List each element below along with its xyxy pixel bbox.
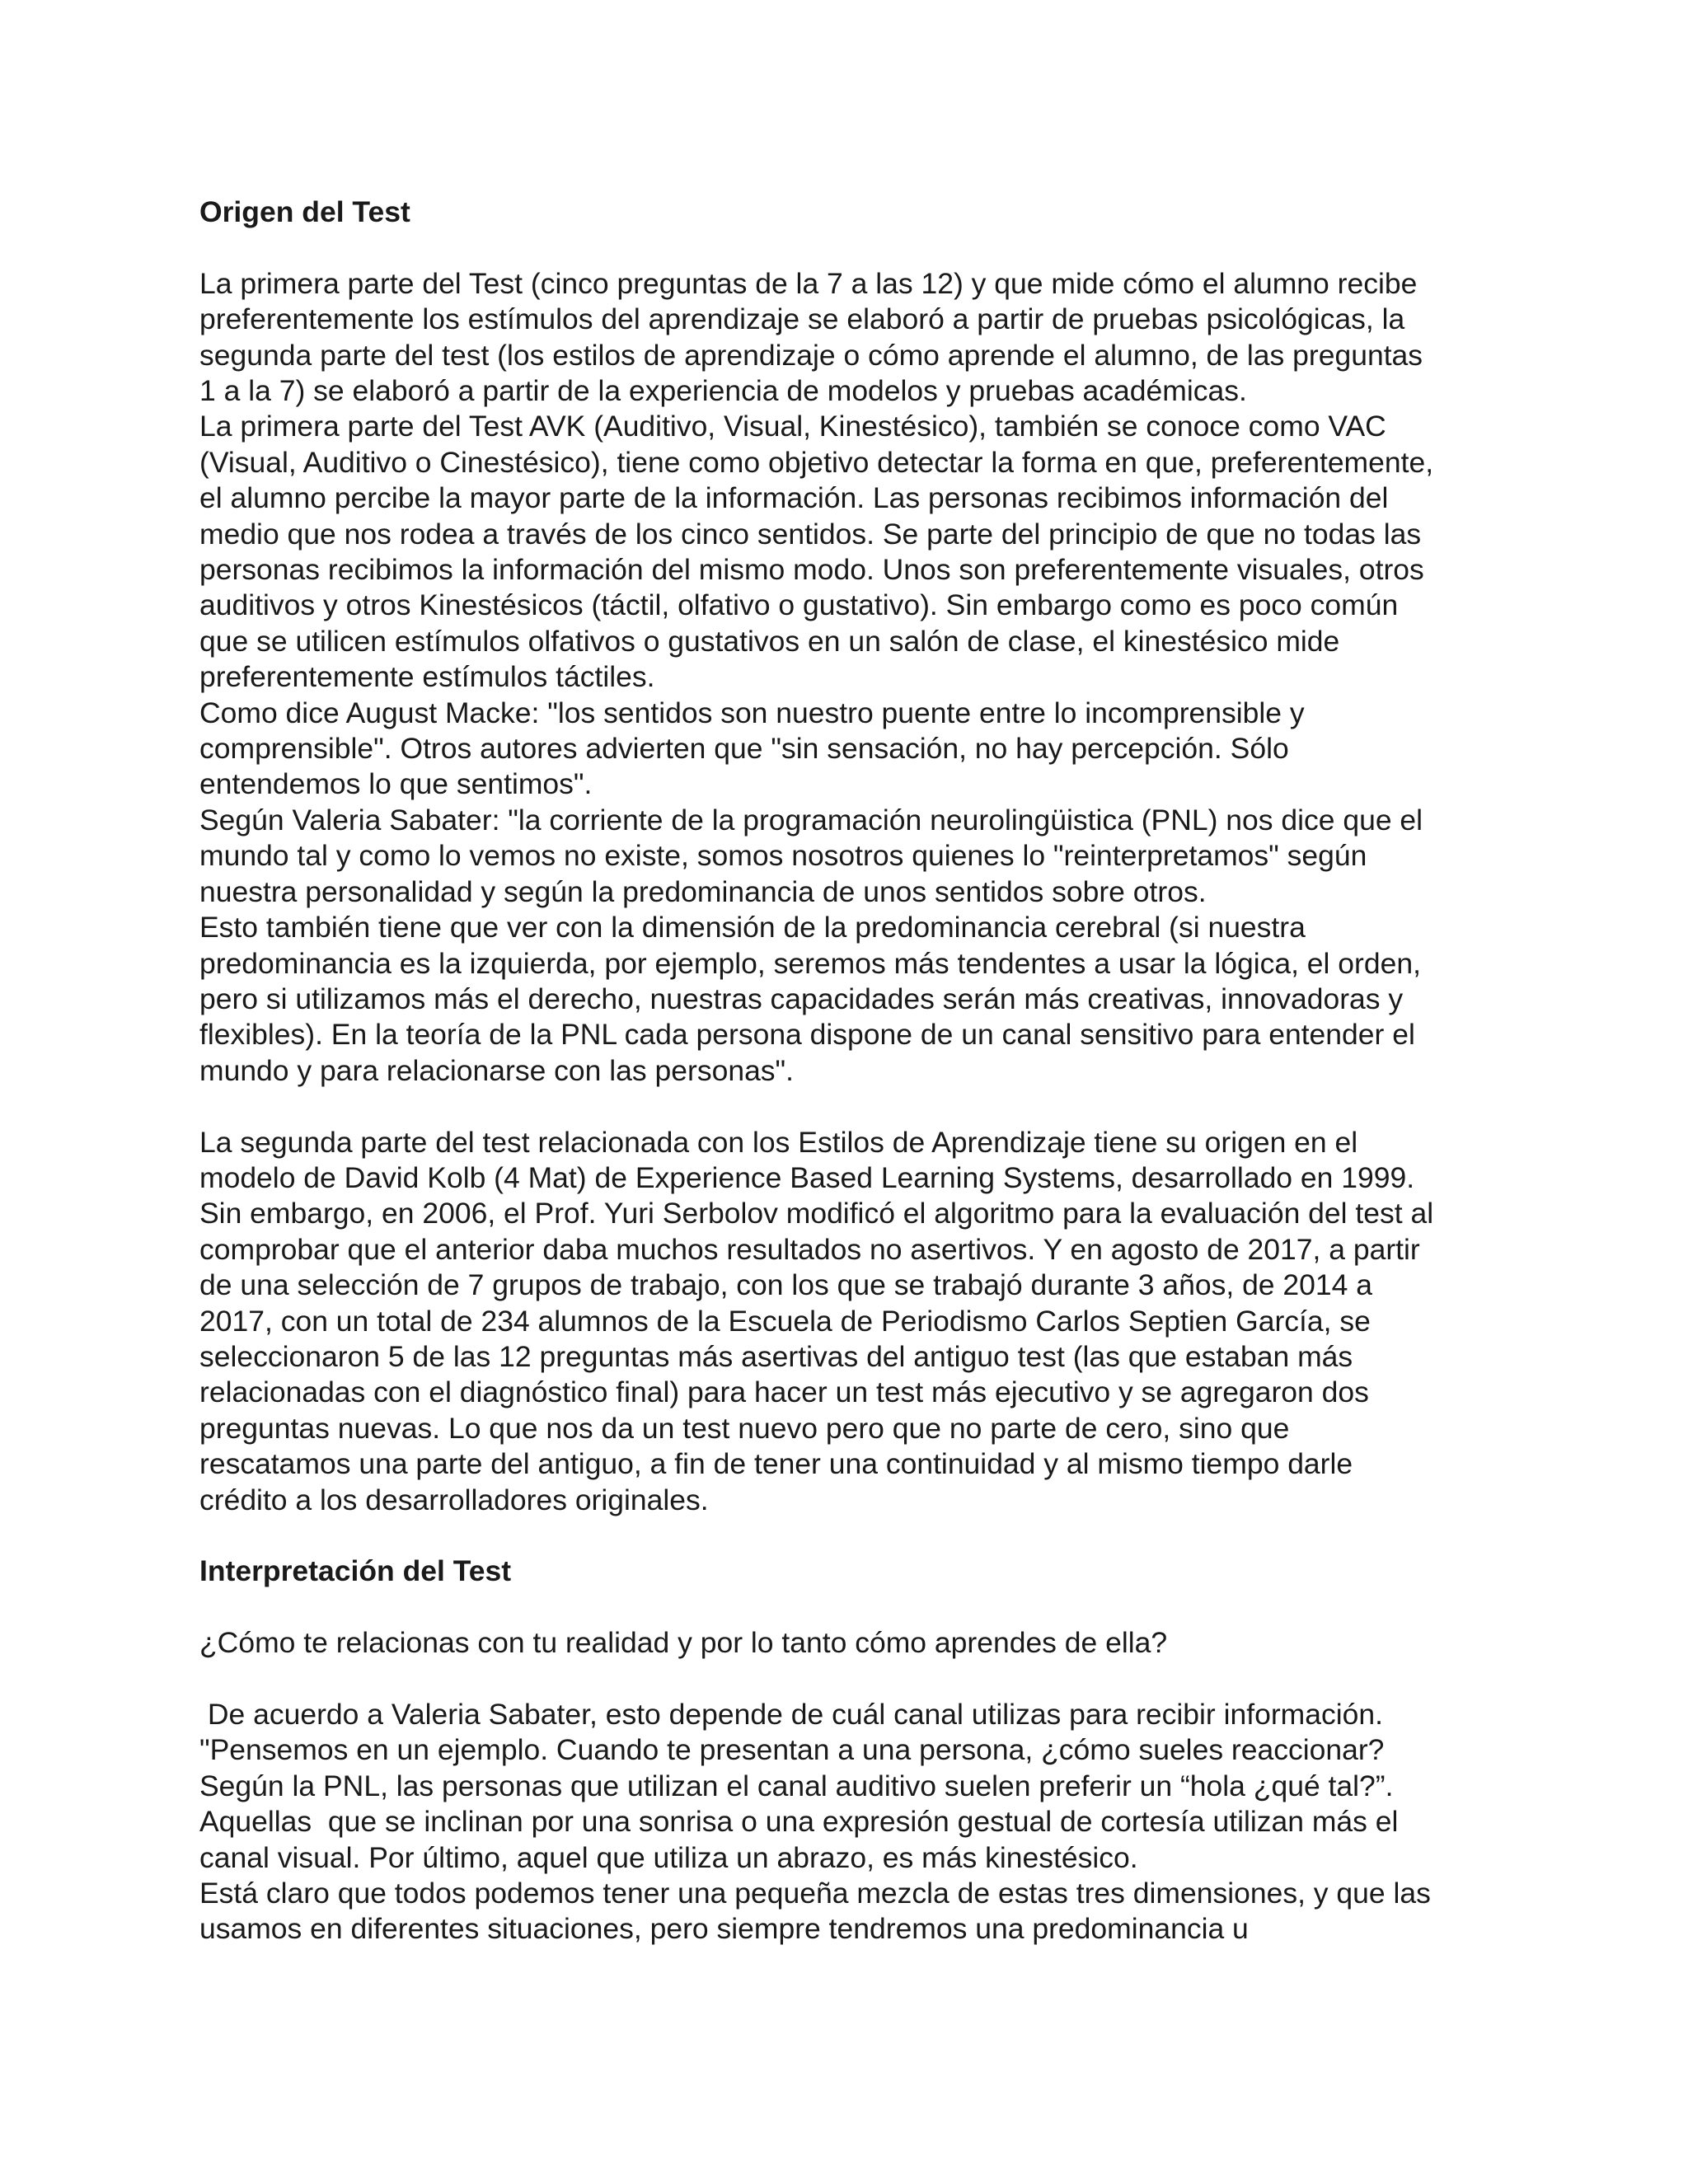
text-line: de una selección de 7 grupos de trabajo, con los que se trabajó durante 3 años, de 2014 a (199, 1268, 1372, 1302)
text-line: La segunda parte del test relacionada con los Estilos de Aprendizaje tiene su origen en el (199, 1125, 1358, 1159)
text-line: predominancia es la izquierda, por ejemplo, seremos más tendentes a usar la lógica, el orden, (199, 946, 1421, 980)
text-line: Según la PNL, las personas que utilizan el canal auditivo suelen preferir un “hola ¿qué tal?”. (199, 1769, 1394, 1802)
spacer (199, 1661, 1502, 1697)
text-line: canal visual. Por último, aquel que utiliza un abrazo, es más kinestésico. (199, 1840, 1138, 1874)
text-line: Esto también tiene que ver con la dimensión de la predominancia cerebral (si nuestra (199, 911, 1306, 944)
text-line: crédito a los desarrolladores originales. (199, 1483, 709, 1516)
text-line: 2017, con un total de 234 alumnos de la Escuela de Periodismo Carlos Septien García, se (199, 1304, 1371, 1338)
spacer (199, 230, 1502, 265)
spacer (199, 1089, 1502, 1124)
text-line: medio que nos rodea a través de los cinco sentidos. Se parte del principio de que no todas las (199, 517, 1422, 551)
text-line: personas recibimos la información del mismo modo. Unos son preferentemente visuales, otros (199, 553, 1424, 587)
paragraph-origen-part1 (199, 266, 1502, 1089)
text-line: entendemos lo que sentimos". (199, 767, 593, 801)
text-line: preferentemente los estímulos del aprendizaje se elaboró a partir de pruebas psicológicas, la (199, 302, 1405, 336)
text-line: rescatamos una parte del antiguo, a fin de tener una continuidad y al mismo tiempo darle (199, 1447, 1353, 1481)
text-line: Aquellas que se inclinan por una sonrisa o una expresión gestual de cortesía utilizan más el (199, 1805, 1399, 1839)
text-line: Como dice August Macke: "los sentidos son nuestro puente entre lo incomprensible y (199, 696, 1305, 729)
text-line: La primera parte del Test AVK (Auditivo, Visual, Kinestésico), también se conoce como VAC (199, 410, 1386, 443)
text-line: segunda parte del test (los estilos de aprendizaje o cómo aprende el alumno, de las preguntas (199, 338, 1423, 372)
text-line: auditivos y otros Kinestésicos (táctil, olfativo o gustativo). Sin embargo como es poco común (199, 588, 1399, 622)
text-line: Sin embargo, en 2006, el Prof. Yuri Serbolov modificó el algoritmo para la evaluación del test al (199, 1197, 1434, 1230)
spacer (199, 1590, 1502, 1625)
text-line: pero si utilizamos más el derecho, nuestras capacidades serán más creativas, innovadoras y (199, 982, 1404, 1015)
text-line: De acuerdo a Valeria Sabater, esto depende de cuál canal utilizas para recibir información. (199, 1697, 1383, 1731)
text-line: Está claro que todos podemos tener una pequeña mezcla de estas tres dimensiones, y que las (199, 1877, 1431, 1910)
text-line: nuestra personalidad y según la predominancia de unos sentidos sobre otros. (199, 874, 1207, 908)
text-line: mundo tal y como lo vemos no existe, somos nosotros quienes lo "reinterpretamos" según (199, 839, 1367, 873)
text-line: que se utilicen estímulos olfativos o gustativos en un salón de clase, el kinestésico mide (199, 624, 1340, 658)
text-line: el alumno percibe la mayor parte de la información. Las personas recibimos información del (199, 481, 1389, 515)
text-line: La primera parte del Test (cinco preguntas de la 7 a las 12) y que mide cómo el alumno recibe (199, 266, 1418, 300)
text-line: "Pensemos en un ejemplo. Cuando te presentan a una persona, ¿cómo sueles reaccionar? (199, 1733, 1385, 1767)
text-line: (Visual, Auditivo o Cinestésico), tiene como objetivo detectar la forma en que, preferentemente, (199, 445, 1434, 479)
text-line: seleccionaron 5 de las 12 preguntas más asertivas del antiguo test (las que estaban más (199, 1339, 1353, 1373)
text-line: preferentemente estímulos táctiles. (199, 660, 655, 694)
section-heading-origen: Origen del Test (199, 195, 410, 228)
text-line: flexibles). En la teoría de la PNL cada persona dispone de un canal sensitivo para entender el (199, 1018, 1415, 1052)
text-line: comprobar que el anterior daba muchos resultados no asertivos. Y en agosto de 2017, a partir (199, 1232, 1420, 1266)
text-line: preguntas nuevas. Lo que nos da un test nuevo pero que no parte de cero, sino que (199, 1411, 1290, 1445)
text-line: mundo y para relacionarse con las personas". (199, 1053, 795, 1087)
text-line: 1 a la 7) se elaboró a partir de la experiencia de modelos y pruebas académicas. (199, 374, 1247, 408)
paragraph-origen-part2 (199, 1125, 1502, 1518)
text-line: relacionadas con el diagnóstico final) para hacer un test más ejecutivo y se agregaron dos (199, 1376, 1369, 1409)
section-heading-interpretacion: Interpretación del Test (199, 1554, 512, 1588)
spacer (199, 1518, 1502, 1554)
document-page (199, 194, 1502, 1947)
text-line: usamos en diferentes situaciones, pero siempre tendremos una predominancia u (199, 1912, 1249, 1946)
text-line: comprensible". Otros autores advierten que "sin sensación, no hay percepción. Sólo (199, 732, 1289, 766)
text-line: modelo de David Kolb (4 Mat) de Experience Based Learning Systems, desarrollado en 1999. (199, 1160, 1415, 1194)
question-text: ¿Cómo te relacionas con tu realidad y por lo tanto cómo aprendes de ella? (199, 1626, 1168, 1660)
text-line: Según Valeria Sabater: "la corriente de la programación neurolingüistica (PNL) nos dice que el (199, 803, 1423, 837)
paragraph-interpretacion (199, 1697, 1502, 1947)
